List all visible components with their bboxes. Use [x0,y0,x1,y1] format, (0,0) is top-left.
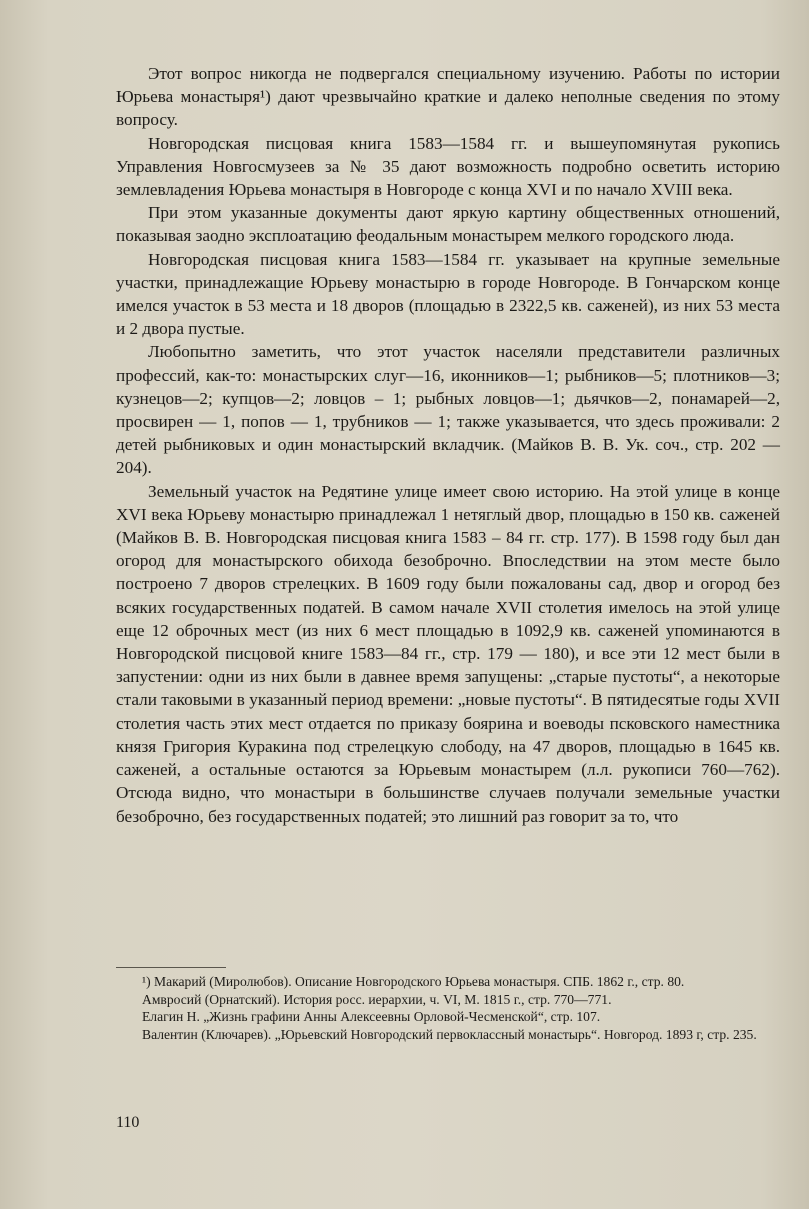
footnote-2: Амвросий (Орнатский). История росс. иерархии, ч. VI, М. 1815 г., стр. 770—771. [142,991,612,1007]
footnote-3: Елагин Н. „Жизнь графини Анны Алексеевны Орловой-Чесменской“, стр. 107. [142,1009,601,1025]
main-text [116,62,780,828]
paragraph-5: Любопытно заметить, что этот участок населяли представители различных профессий, как-то: монастырских слуг—16, иконников—1; рыбников—5; плотников—3; кузнецов—2; купцов—2; ловцов – 1; рыбных ловцов—1; дьячков—2, понамарей—2, просвирен — 1, попов — 1, трубников — 1; также указывается, что здесь проживали: 2 детей рыбниковых и один монастырский вкладчик. (Майков В. В. Ук. соч., стр. 202 — 204). [116,342,780,478]
paragraph-1: Этот вопрос никогда не подвергался специальному изучению. Работы по истории Юрьева монастыря¹) дают чрезвычайно краткие и далеко неполные сведения по этому вопросу. [116,64,780,130]
footnotes [116,974,780,1044]
paragraph-6: Земельный участок на Редятине улице имеет свою историю. На этой улице в конце XVI века Юрьеву монастырю принадлежал 1 нетяглый двор, площадью в 150 кв. саженей (Майков В. В. Новгородская писцовая книга 1583 – 84 гг. стр. 177). В 1598 году был дан огород для монастырского обихода безоброчно. Впоследствии на этом месте было построено 7 дворов стрелецких. В 1609 году были пожалованы сад, двор и огород без всяких государственных податей. В самом начале XVII столетия имелось на этой улице еще 12 оброчных мест (из них 6 мест площадью в 1092,9 кв. саженей упоминаются в Новгородской писцовой книге 1583—84 гг., стр. 179 — 180), и все эти 12 мест были в запустении: одни из них были в давнее время запущены: „старые пустоты“, а некоторые стали таковыми в указанный период времени: „новые пустоты“. В пятидесятые годы XVII столетия часть этих мест отдается по приказу боярина и воеводы псковского наместника князя Григория Куракина под стрелецкую слободу, на 47 дворов, площадью в 1645 кв. саженей, а остальные остаются за Юрьевым монастырем (л.л. рукописи 760—762). Отсюда видно, что монастыри в большинстве случаев получали земельные участки безоброчно, без государственных податей; это лишний раз говорит за то, что [116,481,780,826]
page-number: 110 [116,1114,140,1131]
paragraph-4: Новгородская писцовая книга 1583—1584 гг. указывает на крупные земельные участки, принадлежащие Юрьеву монастырю в городе Новгороде. В Гончарском конце имелся участок в 53 места и 18 дворов (площадью в 2322,5 кв. саженей), из них 53 места и 2 двора пустые. [116,249,780,339]
paragraph-2: Новгородская писцовая книга 1583—1584 гг. и вышеупомянутая рукопись Управления Новгосмузеев за № 35 дают возможность подробно осветить историю землевладения Юрьева монастыря в Новгороде с конца XVI и по начало XVIII века. [116,133,780,200]
footnote-4: Валентин (Ключарев). „Юрьевский Новгородский первоклассный монастырь“. Новгород. 1893 г, стр. 235. [142,1026,757,1042]
paragraph-3: При этом указанные документы дают яркую картину общественных отношений, показывая заодно эксплоатацию феодальным монастырем мелкого городского люда. [116,203,780,246]
footnote-1: ¹) Макарий (Миролюбов). Описание Новгородского Юрьева монастыря. СПБ. 1862 г., стр. 80. [142,974,685,989]
footnote-divider [116,967,226,968]
